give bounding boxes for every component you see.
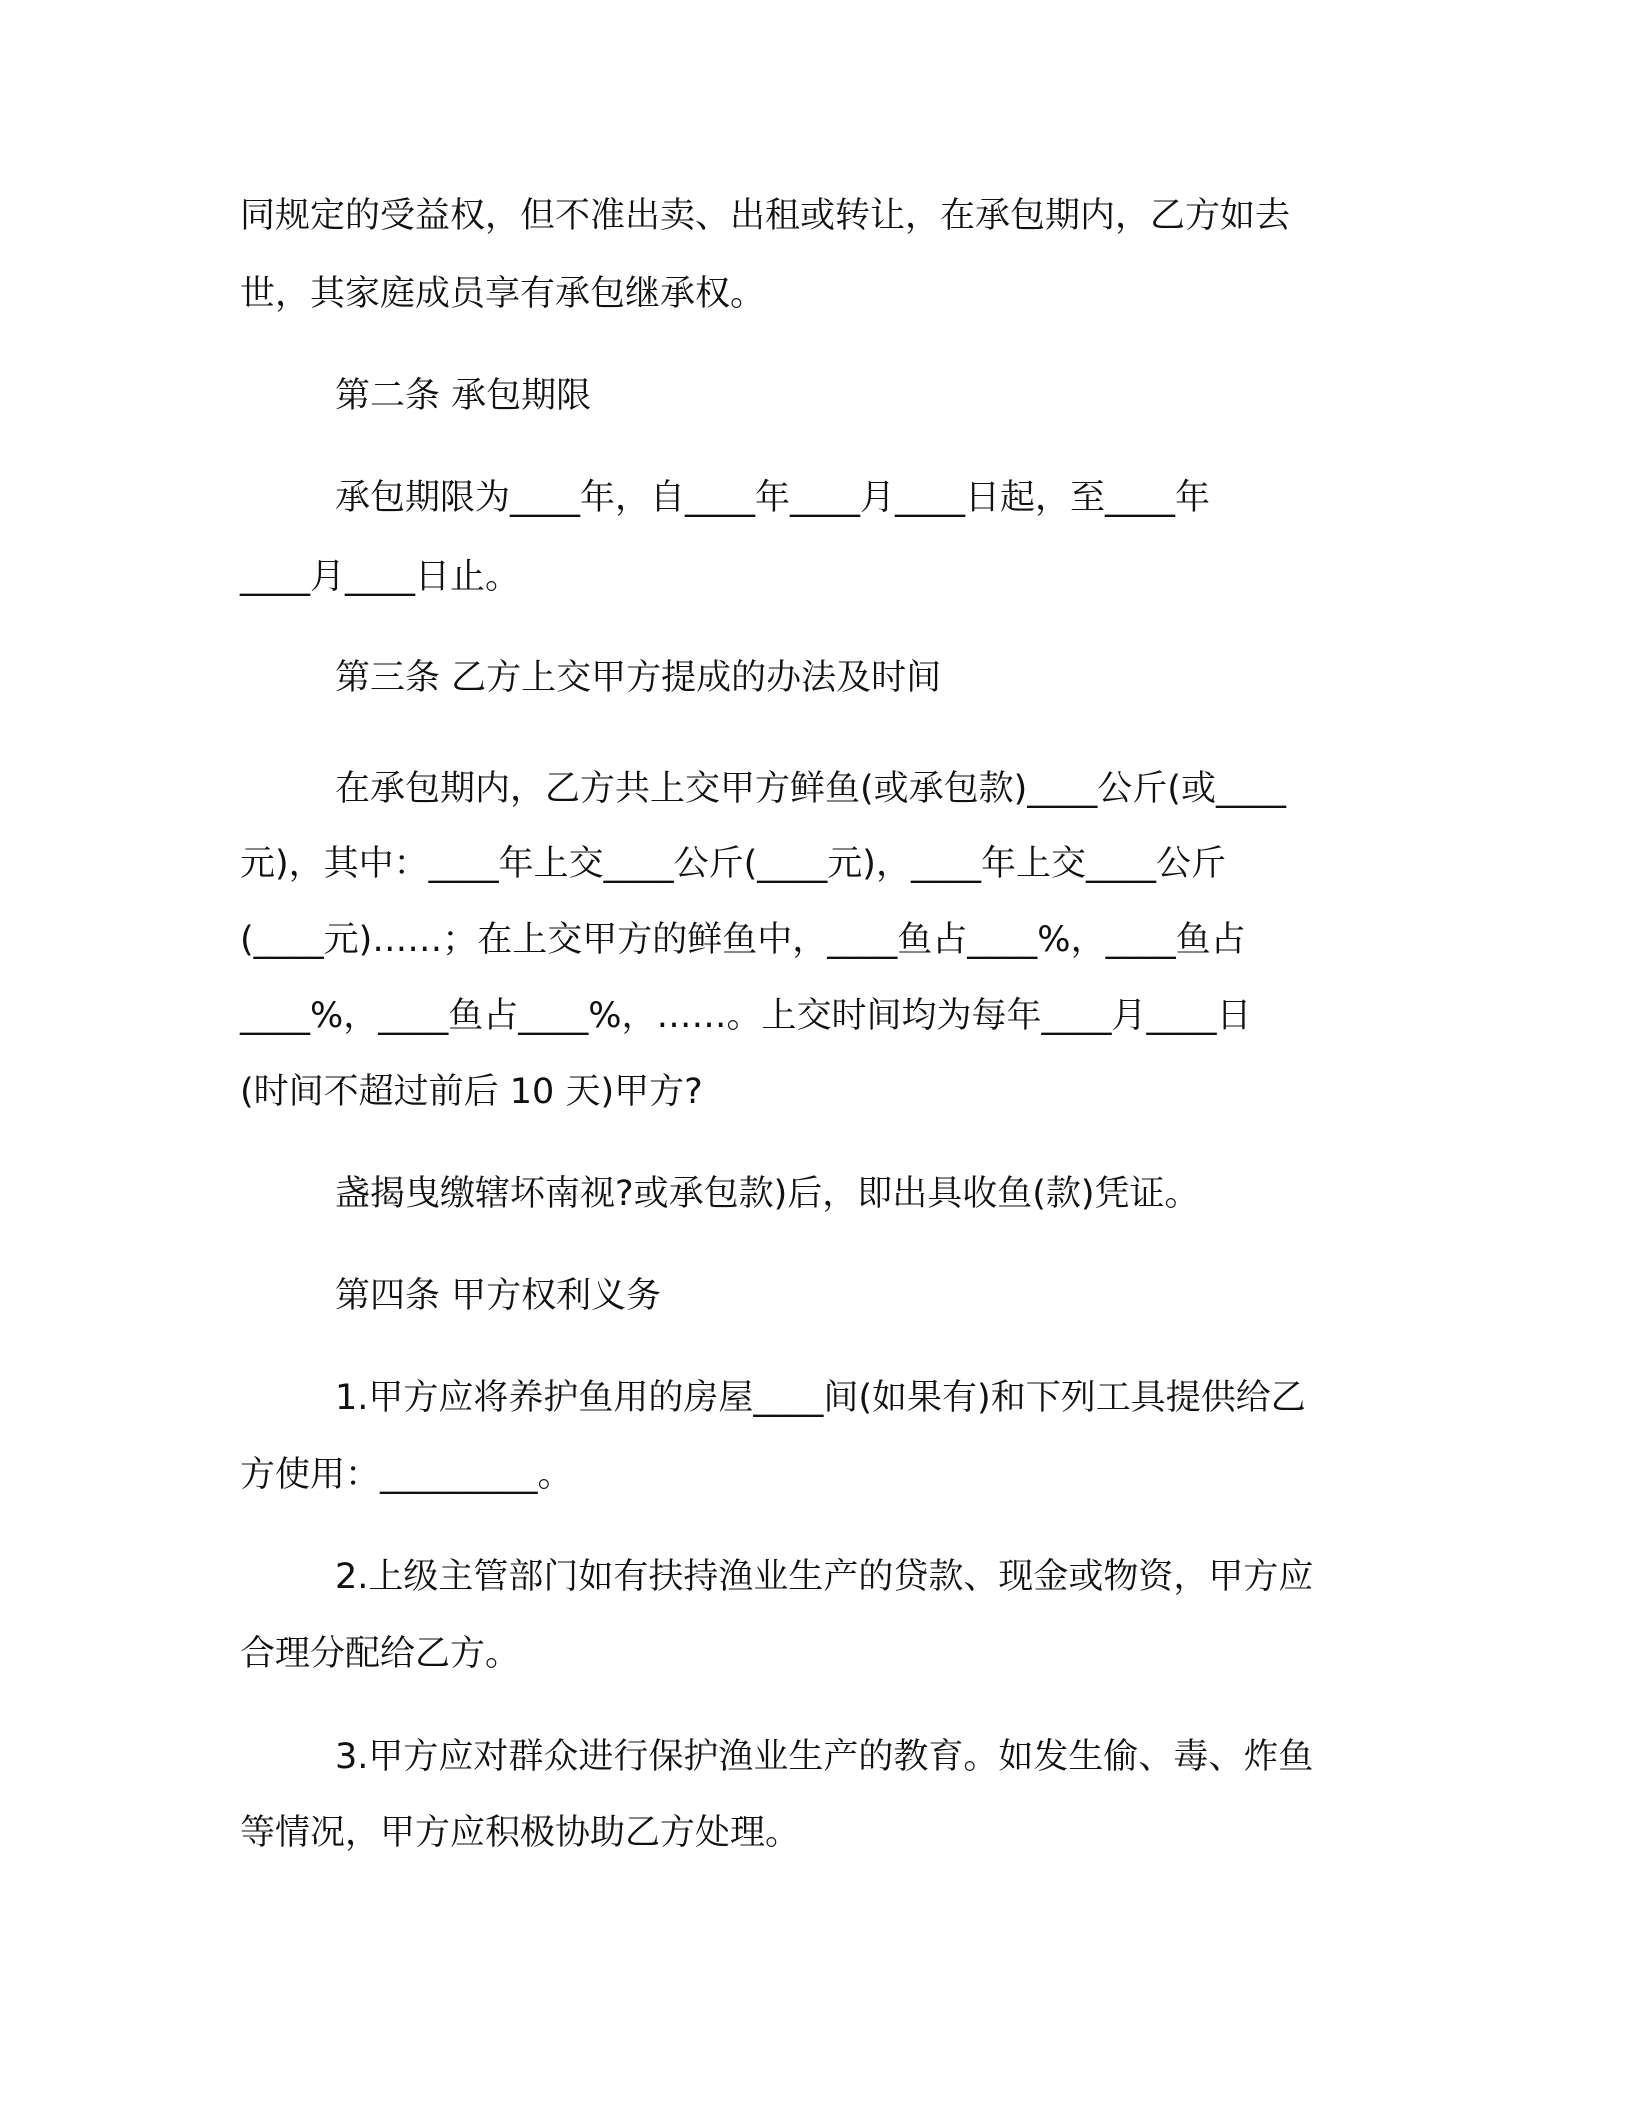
paragraph-line: 世，其家庭成员享有承包继承权。 [240, 274, 766, 314]
paragraph-line: 在承包期内，乙方共上交甲方鲜鱼(或承包款)____公斤(或____ [335, 769, 1286, 809]
paragraph-line: 承包期限为____年，自____年____月____日起，至____年 [335, 478, 1211, 518]
list-item-line: 方使用：_________。 [240, 1455, 573, 1495]
list-item-line: 等情况，甲方应积极协助乙方处理。 [240, 1813, 801, 1853]
list-item-line: 1.甲方应将养护鱼用的房屋____间(如果有)和下列工具提供给乙 [335, 1378, 1306, 1418]
article-heading: 第三条 乙方上交甲方提成的办法及时间 [335, 658, 942, 698]
paragraph-line: 同规定的受益权，但不准出卖、出租或转让，在承包期内，乙方如去 [240, 196, 1291, 236]
paragraph-line: (时间不超过前后 10 天)甲方? [240, 1072, 703, 1112]
list-item-line: 2.上级主管部门如有扶持渔业生产的贷款、现金或物资，甲方应 [335, 1557, 1314, 1597]
paragraph-line: ____月____日止。 [240, 557, 521, 597]
paragraph-line: 元)，其中：____年上交____公斤(____元)，____年上交____公斤 [240, 844, 1226, 884]
article-heading: 第二条 承包期限 [335, 376, 592, 416]
list-item-line: 3.甲方应对群众进行保护渔业生产的教育。如发生偷、毒、炸鱼 [335, 1737, 1314, 1777]
list-item-line: 合理分配给乙方。 [240, 1634, 521, 1674]
paragraph-line: ____%，____鱼占____%，……。上交时间均为每年____月____日 [240, 996, 1252, 1036]
paragraph-line: (____元)……；在上交甲方的鲜鱼中，____鱼占____%，____鱼占 [240, 920, 1246, 960]
article-heading: 第四条 甲方权利义务 [335, 1276, 662, 1316]
paragraph-line: 盏揭曳缴辖坏南视?或承包款)后，即出具收鱼(款)凭证。 [335, 1174, 1200, 1214]
